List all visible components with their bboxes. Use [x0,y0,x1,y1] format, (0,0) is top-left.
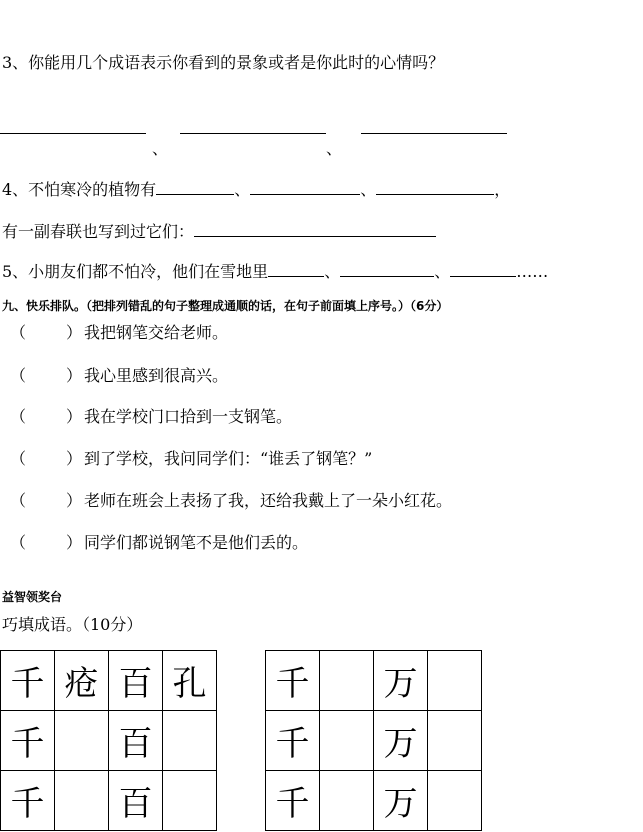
q4-blank-3[interactable] [376,178,494,195]
q4-blank-1[interactable] [156,178,234,195]
q5-ellipsis: …… [516,262,549,281]
paren-right: ） [66,407,83,426]
q4-couplet-prompt: 有一副春联也写到过它们： [2,222,195,241]
ordering-item [10,406,292,428]
paren-left: （ [10,323,27,342]
idiom-cell-blank[interactable] [163,711,217,771]
paren-left: （ [10,491,27,510]
q4-line-2 [2,220,436,243]
idiom-cell: 千 [266,771,320,831]
idiom-cell-blank[interactable] [428,651,482,711]
q3-answer-blank-1[interactable] [0,133,146,134]
q4-couplet-blank[interactable] [194,220,436,237]
idiom-cell: 千 [1,651,55,711]
q5-separator-1: 、 [324,262,341,281]
idiom-cell: 百 [109,651,163,711]
idiom-cell-blank[interactable] [55,771,109,831]
q5-blank-3[interactable] [450,260,516,277]
q4-separator-2: 、 [360,180,377,199]
idiom-cell: 千 [1,771,55,831]
q4-prefix: 4、不怕寒冷的植物有 [2,180,157,199]
idiom-cell: 千 [1,711,55,771]
ordering-item-text: 我把钢笔交给老师。 [84,323,229,342]
q4-end-punct: ， [494,180,511,199]
q3-separator-2: 、 [326,139,343,158]
ordering-item-text: 到了学校，我问同学们：“谁丢了钢笔？” [84,449,373,468]
idiom-cell-blank[interactable] [163,771,217,831]
idiom-cell: 百 [109,771,163,831]
paren-right: ） [66,449,83,468]
idiom-cell-blank[interactable] [55,711,109,771]
ordering-item [10,532,308,554]
paren-right: ） [66,533,83,552]
ordering-item [10,322,228,344]
idiom-grid-right [265,650,482,831]
q5-prefix: 5、小朋友们都不怕冷，他们在雪地里 [2,262,269,281]
ordering-item [10,490,452,512]
paren-right: ） [66,491,83,510]
ordering-item-text: 老师在班会上表扬了我，还给我戴上了一朵小红花。 [84,491,453,510]
idiom-cell: 万 [374,651,428,711]
idiom-grid-left [0,650,217,831]
bonus-section-title: 益智领奖台 [2,590,63,604]
paren-left: （ [10,533,27,552]
idiom-cell-blank[interactable] [320,711,374,771]
paren-left: （ [10,366,27,385]
idiom-instruction: 巧填成语。（10分） [2,615,143,634]
idiom-cell: 万 [374,771,428,831]
paren-right: ） [66,323,83,342]
question-3-text: 3、你能用几个成语表示你看到的景象或者是你此时的心情吗？ [2,53,445,72]
q4-separator-1: 、 [234,180,251,199]
ordering-item-text: 我心里感到很高兴。 [84,366,229,385]
q5-separator-2: 、 [434,262,451,281]
idiom-cell-blank[interactable] [320,651,374,711]
q4-blank-2[interactable] [250,178,360,195]
q5-blank-1[interactable] [268,260,324,277]
idiom-cell: 孔 [163,651,217,711]
q3-answer-blank-3[interactable] [361,133,507,134]
idiom-cell: 疮 [55,651,109,711]
paren-left: （ [10,407,27,426]
question-4 [2,178,510,201]
q3-answer-blank-2[interactable] [180,133,326,134]
ordering-item [10,365,228,387]
idiom-cell-blank[interactable] [428,771,482,831]
q5-blank-2[interactable] [340,260,434,277]
idiom-cell-blank[interactable] [428,711,482,771]
idiom-cell: 千 [266,711,320,771]
paren-left: （ [10,449,27,468]
paren-right: ） [66,366,83,385]
question-5 [2,260,548,283]
idiom-cell-blank[interactable] [320,771,374,831]
idiom-cell: 百 [109,711,163,771]
ordering-item [10,448,372,470]
ordering-item-text: 同学们都说钢笔不是他们丢的。 [84,533,309,552]
ordering-item-text: 我在学校门口拾到一支钢笔。 [84,407,293,426]
section-9-title: 九、快乐排队。（把排列错乱的句子整理成通顺的话，在句子前面填上序号。）（6分） [2,299,449,313]
idiom-cell: 万 [374,711,428,771]
idiom-cell: 千 [266,651,320,711]
q3-separator-1: 、 [152,139,169,158]
